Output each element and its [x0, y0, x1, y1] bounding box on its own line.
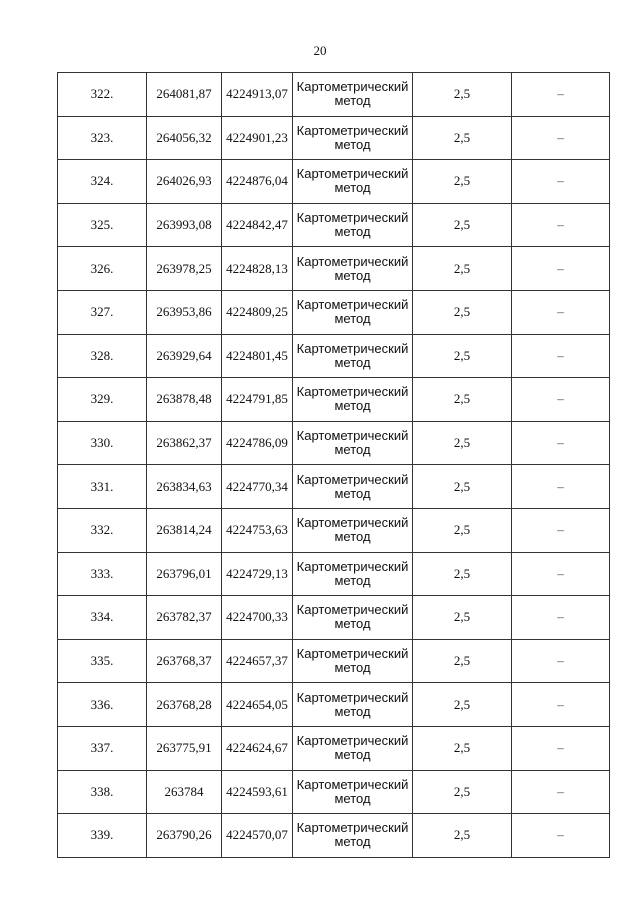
x-coordinate-cell: 264056,32 [147, 116, 222, 160]
method-line1: Картометрический [296, 515, 409, 531]
x-coordinate-cell: 263978,25 [147, 247, 222, 291]
point-number-cell: 332. [58, 508, 147, 552]
method-cell [293, 552, 413, 596]
accuracy-cell: 2,5 [413, 596, 512, 640]
note-cell: – [512, 639, 610, 683]
x-coordinate-cell: 264081,87 [147, 73, 222, 117]
x-coordinate-cell: 263790,26 [147, 814, 222, 858]
method-cell [293, 814, 413, 858]
page-number: 20 [313, 43, 327, 58]
point-number-cell: 328. [58, 334, 147, 378]
table-row [58, 378, 610, 422]
accuracy-cell: 2,5 [413, 334, 512, 378]
point-number-cell: 326. [58, 247, 147, 291]
x-coordinate-cell: 263814,24 [147, 508, 222, 552]
table-body [58, 73, 610, 858]
method-line1: Картометрический [296, 428, 409, 444]
table-row [58, 73, 610, 117]
table-row [58, 683, 610, 727]
point-number-cell: 337. [58, 726, 147, 770]
method-cell [293, 726, 413, 770]
method-cell [293, 596, 413, 640]
accuracy-cell: 2,5 [413, 814, 512, 858]
y-coordinate-cell: 4224624,67 [222, 726, 293, 770]
note-cell: – [512, 421, 610, 465]
x-coordinate-cell: 263775,91 [147, 726, 222, 770]
accuracy-cell: 2,5 [413, 203, 512, 247]
y-coordinate-cell: 4224786,09 [222, 421, 293, 465]
note-cell: – [512, 334, 610, 378]
method-cell [293, 160, 413, 204]
table-row [58, 770, 610, 814]
method-line2: метод [334, 311, 371, 327]
method-cell [293, 465, 413, 509]
table-row [58, 465, 610, 509]
method-line1: Картометрический [296, 122, 409, 138]
x-coordinate-cell: 263862,37 [147, 421, 222, 465]
point-number-cell: 324. [58, 160, 147, 204]
note-cell: – [512, 247, 610, 291]
method-cell [293, 73, 413, 117]
note-cell: – [512, 770, 610, 814]
y-coordinate-cell: 4224657,37 [222, 639, 293, 683]
method-line2: метод [334, 790, 371, 806]
method-cell [293, 203, 413, 247]
x-coordinate-cell: 263768,37 [147, 639, 222, 683]
accuracy-cell: 2,5 [413, 683, 512, 727]
note-cell: – [512, 596, 610, 640]
point-number-cell: 333. [58, 552, 147, 596]
table-row [58, 116, 610, 160]
point-number-cell: 335. [58, 639, 147, 683]
method-line1: Картометрический [296, 471, 409, 487]
point-number-cell: 331. [58, 465, 147, 509]
method-line2: метод [334, 224, 371, 240]
method-line2: метод [334, 93, 371, 109]
point-number-cell: 329. [58, 378, 147, 422]
table-row [58, 290, 610, 334]
y-coordinate-cell: 4224593,61 [222, 770, 293, 814]
y-coordinate-cell: 4224913,07 [222, 73, 293, 117]
accuracy-cell: 2,5 [413, 73, 512, 117]
method-line2: метод [334, 354, 371, 370]
method-line1: Картометрический [296, 384, 409, 400]
table-row [58, 203, 610, 247]
table-row [58, 247, 610, 291]
method-line1: Картометрический [296, 340, 409, 356]
accuracy-cell: 2,5 [413, 378, 512, 422]
method-cell [293, 247, 413, 291]
point-number-cell: 338. [58, 770, 147, 814]
method-line1: Картометрический [296, 253, 409, 269]
note-cell: – [512, 552, 610, 596]
table-row [58, 552, 610, 596]
table-row [58, 421, 610, 465]
method-line1: Картометрический [296, 79, 409, 95]
x-coordinate-cell: 263993,08 [147, 203, 222, 247]
method-line1: Картометрический [296, 646, 409, 662]
y-coordinate-cell: 4224700,33 [222, 596, 293, 640]
note-cell: – [512, 726, 610, 770]
method-line2: метод [334, 834, 371, 850]
accuracy-cell: 2,5 [413, 290, 512, 334]
note-cell: – [512, 465, 610, 509]
table-row [58, 639, 610, 683]
y-coordinate-cell: 4224753,63 [222, 508, 293, 552]
method-cell [293, 639, 413, 683]
point-number-cell: 325. [58, 203, 147, 247]
y-coordinate-cell: 4224901,23 [222, 116, 293, 160]
y-coordinate-cell: 4224729,13 [222, 552, 293, 596]
accuracy-cell: 2,5 [413, 639, 512, 683]
point-number-cell: 334. [58, 596, 147, 640]
y-coordinate-cell: 4224801,45 [222, 334, 293, 378]
method-cell [293, 770, 413, 814]
point-number-cell: 339. [58, 814, 147, 858]
accuracy-cell: 2,5 [413, 508, 512, 552]
method-cell [293, 290, 413, 334]
note-cell: – [512, 116, 610, 160]
method-cell [293, 421, 413, 465]
x-coordinate-cell: 263834,63 [147, 465, 222, 509]
table-row [58, 508, 610, 552]
method-line2: метод [334, 398, 371, 414]
y-coordinate-cell: 4224876,04 [222, 160, 293, 204]
x-coordinate-cell: 263782,37 [147, 596, 222, 640]
table-row [58, 726, 610, 770]
accuracy-cell: 2,5 [413, 247, 512, 291]
note-cell: – [512, 378, 610, 422]
method-line2: метод [334, 267, 371, 283]
y-coordinate-cell: 4224570,07 [222, 814, 293, 858]
method-cell [293, 508, 413, 552]
method-line1: Картометрический [296, 297, 409, 313]
y-coordinate-cell: 4224791,85 [222, 378, 293, 422]
x-coordinate-cell: 263796,01 [147, 552, 222, 596]
method-line2: метод [334, 180, 371, 196]
method-line1: Картометрический [296, 210, 409, 226]
coordinates-table [57, 72, 610, 858]
method-line2: метод [334, 703, 371, 719]
table-row [58, 596, 610, 640]
y-coordinate-cell: 4224828,13 [222, 247, 293, 291]
note-cell: – [512, 290, 610, 334]
point-number-cell: 330. [58, 421, 147, 465]
x-coordinate-cell: 263878,48 [147, 378, 222, 422]
x-coordinate-cell: 264026,93 [147, 160, 222, 204]
point-number-cell: 322. [58, 73, 147, 117]
method-line1: Картометрический [296, 689, 409, 705]
point-number-cell: 336. [58, 683, 147, 727]
method-line1: Картометрический [296, 820, 409, 836]
accuracy-cell: 2,5 [413, 160, 512, 204]
table-row [58, 334, 610, 378]
method-line1: Картометрический [296, 733, 409, 749]
note-cell: – [512, 814, 610, 858]
method-line2: метод [334, 485, 371, 501]
method-cell [293, 334, 413, 378]
accuracy-cell: 2,5 [413, 770, 512, 814]
note-cell: – [512, 73, 610, 117]
point-number-cell: 323. [58, 116, 147, 160]
method-cell [293, 116, 413, 160]
point-number-cell: 327. [58, 290, 147, 334]
x-coordinate-cell: 263929,64 [147, 334, 222, 378]
table-row [58, 814, 610, 858]
x-coordinate-cell: 263784 [147, 770, 222, 814]
y-coordinate-cell: 4224842,47 [222, 203, 293, 247]
method-line1: Картометрический [296, 558, 409, 574]
note-cell: – [512, 508, 610, 552]
table-row [58, 160, 610, 204]
method-line2: метод [334, 529, 371, 545]
method-line2: метод [334, 747, 371, 763]
note-cell: – [512, 683, 610, 727]
accuracy-cell: 2,5 [413, 552, 512, 596]
method-line1: Картометрический [296, 166, 409, 182]
accuracy-cell: 2,5 [413, 465, 512, 509]
method-line2: метод [334, 572, 371, 588]
method-cell [293, 683, 413, 727]
y-coordinate-cell: 4224809,25 [222, 290, 293, 334]
method-line1: Картометрический [296, 776, 409, 792]
method-line2: метод [334, 660, 371, 676]
y-coordinate-cell: 4224770,34 [222, 465, 293, 509]
method-cell [293, 378, 413, 422]
method-line1: Картометрический [296, 602, 409, 618]
y-coordinate-cell: 4224654,05 [222, 683, 293, 727]
note-cell: – [512, 160, 610, 204]
x-coordinate-cell: 263953,86 [147, 290, 222, 334]
accuracy-cell: 2,5 [413, 726, 512, 770]
method-line2: метод [334, 442, 371, 458]
method-line2: метод [334, 136, 371, 152]
x-coordinate-cell: 263768,28 [147, 683, 222, 727]
note-cell: – [512, 203, 610, 247]
accuracy-cell: 2,5 [413, 116, 512, 160]
method-line2: метод [334, 616, 371, 632]
accuracy-cell: 2,5 [413, 421, 512, 465]
